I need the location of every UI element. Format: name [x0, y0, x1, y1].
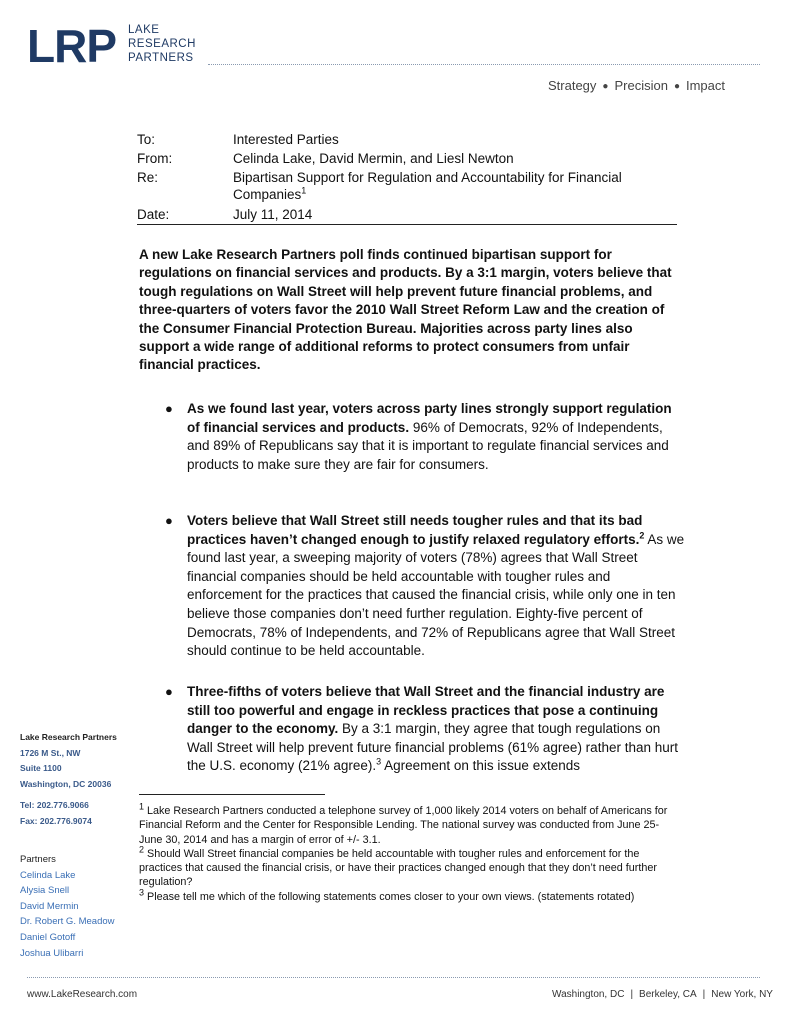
- sidebar-contact: [20, 798, 92, 829]
- memo-from-value: Celinda Lake, David Mermin, and Liesl Newton: [233, 151, 514, 166]
- tagline-word: Precision: [614, 78, 668, 93]
- footnote-ref: 1: [301, 185, 307, 196]
- bullet-lead: Three-fifths of voters believe that Wall Street and the financial industry are still too powerful and engage in reckless practices that pose a continuing danger to the economy.: [187, 684, 665, 737]
- bullet-lead: Voters believe that Wall Street still needs tougher rules and that its bad practices haven’t changed enough to justify relaxed regulatory efforts.: [187, 513, 643, 547]
- bullet-item: [165, 683, 685, 776]
- footnote-text: Should Wall Street financial companies be held accountable with tougher rules and enforcement for the practices that caused the financial crisis, or have their practices changed enough that they don’t need further regulation?: [139, 847, 657, 889]
- tagline-word: Strategy: [548, 78, 597, 93]
- memo-to-value: Interested Parties: [233, 132, 339, 147]
- footnote: [139, 887, 679, 904]
- partner-name: Alysia Snell: [20, 885, 70, 897]
- office-city: Washington, DC: [552, 989, 625, 1000]
- memo-from-label: From:: [137, 151, 173, 166]
- separator: |: [630, 989, 634, 1000]
- footnote-text: Please tell me which of the following statements comes closer to your own views. (statements rotated): [144, 890, 635, 903]
- sidebar-address-line: Suite 1100: [20, 763, 62, 773]
- bullet-item: [165, 512, 685, 661]
- footnote-number: 2: [139, 844, 145, 855]
- sidebar-partners-heading: Partners: [20, 854, 56, 865]
- partner-name: Dr. Robert G. Meadow: [20, 916, 115, 928]
- footnote: [139, 844, 679, 890]
- footnote: [139, 801, 679, 847]
- footer-divider: [27, 977, 760, 978]
- bullet-item: [165, 400, 685, 474]
- footnotes: [139, 801, 679, 904]
- bullet-text: [187, 683, 685, 776]
- footnote-ref: 2: [639, 530, 645, 541]
- logo-line: LAKE: [128, 24, 160, 36]
- tagline: [548, 78, 725, 93]
- memo-re-text: Bipartisan Support for Regulation and Accountability for Financial Companies: [233, 170, 622, 202]
- sidebar-address: [20, 730, 117, 792]
- office-city: Berkeley, CA: [639, 989, 697, 1000]
- separator: |: [702, 989, 706, 1000]
- office-city: New York, NY: [711, 989, 773, 1000]
- sidebar-address-line: 1726 M St., NW: [20, 747, 81, 758]
- header-divider: [208, 64, 760, 65]
- bullet-icon: ●: [165, 513, 173, 528]
- bullet-icon: ●: [165, 401, 173, 416]
- memo-to-label: To:: [137, 132, 156, 147]
- memo-divider: [137, 224, 677, 225]
- sidebar-firm-name: Lake Research Partners: [20, 732, 117, 742]
- bullet-text: [187, 400, 685, 474]
- footnote-ref: 3: [376, 756, 382, 767]
- footer-offices: [552, 989, 773, 1000]
- sidebar-address-line: Washington, DC 20036: [20, 778, 112, 789]
- bullet-body: As we found last year, a sweeping majority of voters (78%) agrees that Wall Street financial companies should be held accountable with tougher rules and enforcement for the practices that caused the financial crisis, while only one in ten believe those companies don’t need further regulation. Eighty-five percent of Democrats, 78% of Independents, and 72% of Republicans agree that Wall Street should continue to be held accountable.: [187, 531, 685, 659]
- logo-line: RESEARCH: [128, 38, 196, 50]
- bullet-separator-icon: ●: [602, 81, 609, 92]
- sidebar-tel: Tel: 202.776.9066: [20, 800, 89, 810]
- intro-paragraph: A new Lake Research Partners poll finds continued bipartisan support for regulations on financial services and products. By a 3:1 margin, voters believe that tough regulations on Wall Street will help prevent future financial problems, and three-quarters of voters favor the 2010 Wall Street Reform Law and the creation of the Consumer Financial Protection Bureau. Majorities across party lines also support a wide range of additional reforms to protect consumers from unfair financial practices.: [139, 247, 672, 373]
- memo-re-label: Re:: [137, 170, 159, 185]
- partner-name: Joshua Ulibarri: [20, 947, 84, 959]
- memo-date-label: Date:: [137, 207, 170, 222]
- sidebar-partners: [20, 852, 115, 961]
- partner-name: Daniel Gotoff: [20, 931, 76, 943]
- bullet-lead: As we found last year, voters across party lines strongly support regulation of financial services and products.: [187, 401, 672, 435]
- bullet-text: [187, 512, 685, 661]
- footer-website-link[interactable]: www.LakeResearch.com: [27, 989, 138, 1000]
- footnote-number: 3: [139, 887, 145, 898]
- bullet-icon: ●: [165, 684, 173, 699]
- footnote-text: Lake Research Partners conducted a telephone survey of 1,000 likely 2014 voters on behalf of Americans for Financial Reform and the Center for Responsible Lending. The national survey was conducted from June 25-June 30, 2014 and has a margin of error of +/- 3.1.: [139, 805, 668, 846]
- bullet-separator-icon: ●: [673, 81, 680, 92]
- bullet-body: 96% of Democrats, 92% of Independents, and 89% of Republicans say that it is important to regulate financial services and products to make sure they are fair for consumers.: [187, 419, 669, 472]
- footnote-divider: [139, 794, 325, 795]
- sidebar-fax: Fax: 202.776.9074: [20, 815, 92, 826]
- company-logo-text: [128, 23, 196, 65]
- logo-line: PARTNERS: [128, 52, 194, 64]
- partner-name: Celinda Lake: [20, 869, 76, 881]
- memo-re-value: [233, 169, 673, 203]
- footnote-number: 1: [139, 801, 145, 812]
- bullet-body: By a 3:1 margin, they agree that tough regulations on Wall Street will help prevent future financial problems (61% agree) rather than hurt the U.S. economy (21% agree).: [187, 721, 678, 774]
- bullet-body-continued: Agreement on this issue extends: [381, 758, 580, 774]
- partner-name: David Mermin: [20, 900, 79, 912]
- memo-date-value: July 11, 2014: [233, 207, 313, 222]
- tagline-word: Impact: [685, 78, 725, 93]
- company-logo-mark: LRP: [27, 20, 116, 72]
